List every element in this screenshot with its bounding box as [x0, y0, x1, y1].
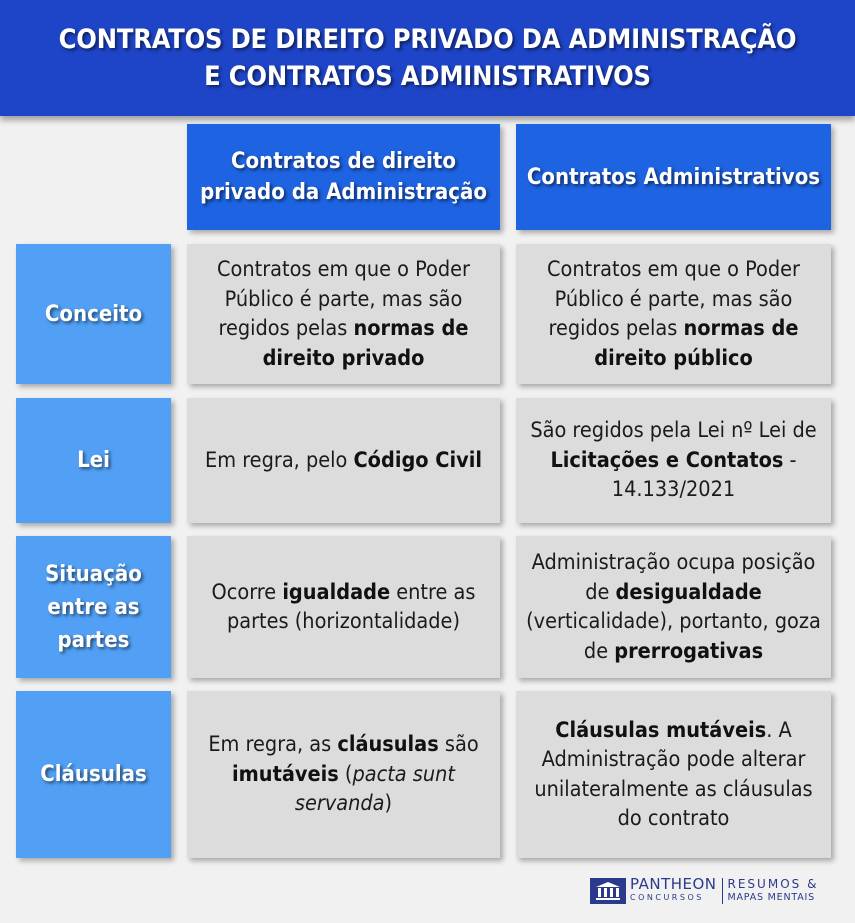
cell-bold-text: normas de direito público — [594, 316, 799, 371]
cell-italic-text: pacta sunt servanda — [294, 761, 455, 817]
cell-text: - 14.133/2021 — [611, 447, 797, 503]
cell-text: Contratos em que o Poder Público é parte, mas são regidos pelas — [217, 257, 470, 341]
cell-bold-text: imutáveis — [232, 761, 339, 787]
row-label-clausulas: Cláusulas — [40, 762, 147, 787]
cell-bold-text: Cláusulas mutáveis — [555, 717, 767, 743]
cell-text: Em regra, as — [208, 732, 338, 758]
cell-situacao-administrativos — [516, 536, 831, 678]
column-header-privado-line-2: privado da Administração — [200, 180, 487, 205]
row-label-situacao-line-1: Situação — [45, 561, 142, 587]
row-label-lei: Lei — [77, 448, 110, 473]
title-line-2: E CONTRATOS ADMINISTRATIVOS — [204, 61, 651, 92]
row-header-situacao — [16, 536, 171, 678]
cell-text: São regidos pela Lei nº Lei de — [530, 418, 817, 444]
cell-text: (verticalidade), portanto, goza de — [526, 609, 821, 664]
cell-conceito-privado — [187, 244, 500, 384]
cell-lei-privado — [187, 398, 500, 523]
cell-clausulas-administrativos — [516, 691, 831, 858]
column-header-privado — [187, 124, 500, 230]
row-label-situacao-line-2: entre as — [47, 594, 140, 620]
row-label-situacao-line-3: partes — [57, 627, 130, 653]
column-header-administrativos — [516, 124, 831, 230]
cell-text: Administração ocupa posição de — [531, 550, 816, 605]
cell-text: são — [438, 732, 479, 758]
column-header-administrativos-label: Contratos Administrativos — [526, 164, 821, 190]
cell-clausulas-privado — [187, 691, 500, 858]
cell-text: Em regra, pelo — [205, 447, 354, 473]
cell-text: ( — [338, 761, 353, 787]
logo-tagline-2: MAPAS MENTAIS — [727, 892, 815, 903]
cell-conceito-administrativos — [516, 244, 831, 384]
row-header-conceito — [16, 244, 171, 384]
cell-situacao-privado — [187, 536, 500, 678]
cell-bold-text: normas de direito privado — [262, 316, 469, 371]
cell-text: ) — [384, 791, 393, 817]
temple-icon — [590, 878, 626, 904]
page-title — [0, 0, 855, 116]
cell-bold-text: cláusulas — [337, 732, 439, 758]
pantheon-logo — [590, 876, 818, 906]
cell-bold-text: Licitações e Contatos — [550, 447, 784, 473]
logo-divider — [722, 878, 723, 904]
cell-text: entre as partes (horizontalidade) — [226, 579, 476, 634]
logo-tagline-1: RESUMOS & — [727, 877, 819, 891]
cell-lei-administrativos — [516, 398, 831, 523]
title-line-1: CONTRATOS DE DIREITO PRIVADO DA ADMINISTRAÇÃO — [58, 24, 797, 55]
cell-text: Ocorre — [211, 579, 283, 605]
row-label-conceito: Conceito — [44, 301, 143, 327]
cell-text: Contratos em que o Poder Público é parte, mas são regidos pelas — [547, 257, 800, 341]
cell-bold-text: igualdade — [282, 579, 391, 605]
row-header-lei — [16, 398, 171, 523]
logo-name: PANTHEON — [630, 875, 717, 893]
row-header-clausulas — [16, 691, 171, 858]
logo-sub: CONCURSOS — [630, 893, 704, 902]
column-header-privado-line-1: Contratos de direito — [231, 149, 456, 174]
cell-bold-text: Código Civil — [353, 447, 482, 473]
cell-bold-text: desigualdade — [615, 579, 762, 605]
cell-text: . A Administração pode alterar unilateralmente as cláusulas do contrato — [534, 717, 813, 831]
cell-bold-text: prerrogativas — [614, 638, 764, 664]
